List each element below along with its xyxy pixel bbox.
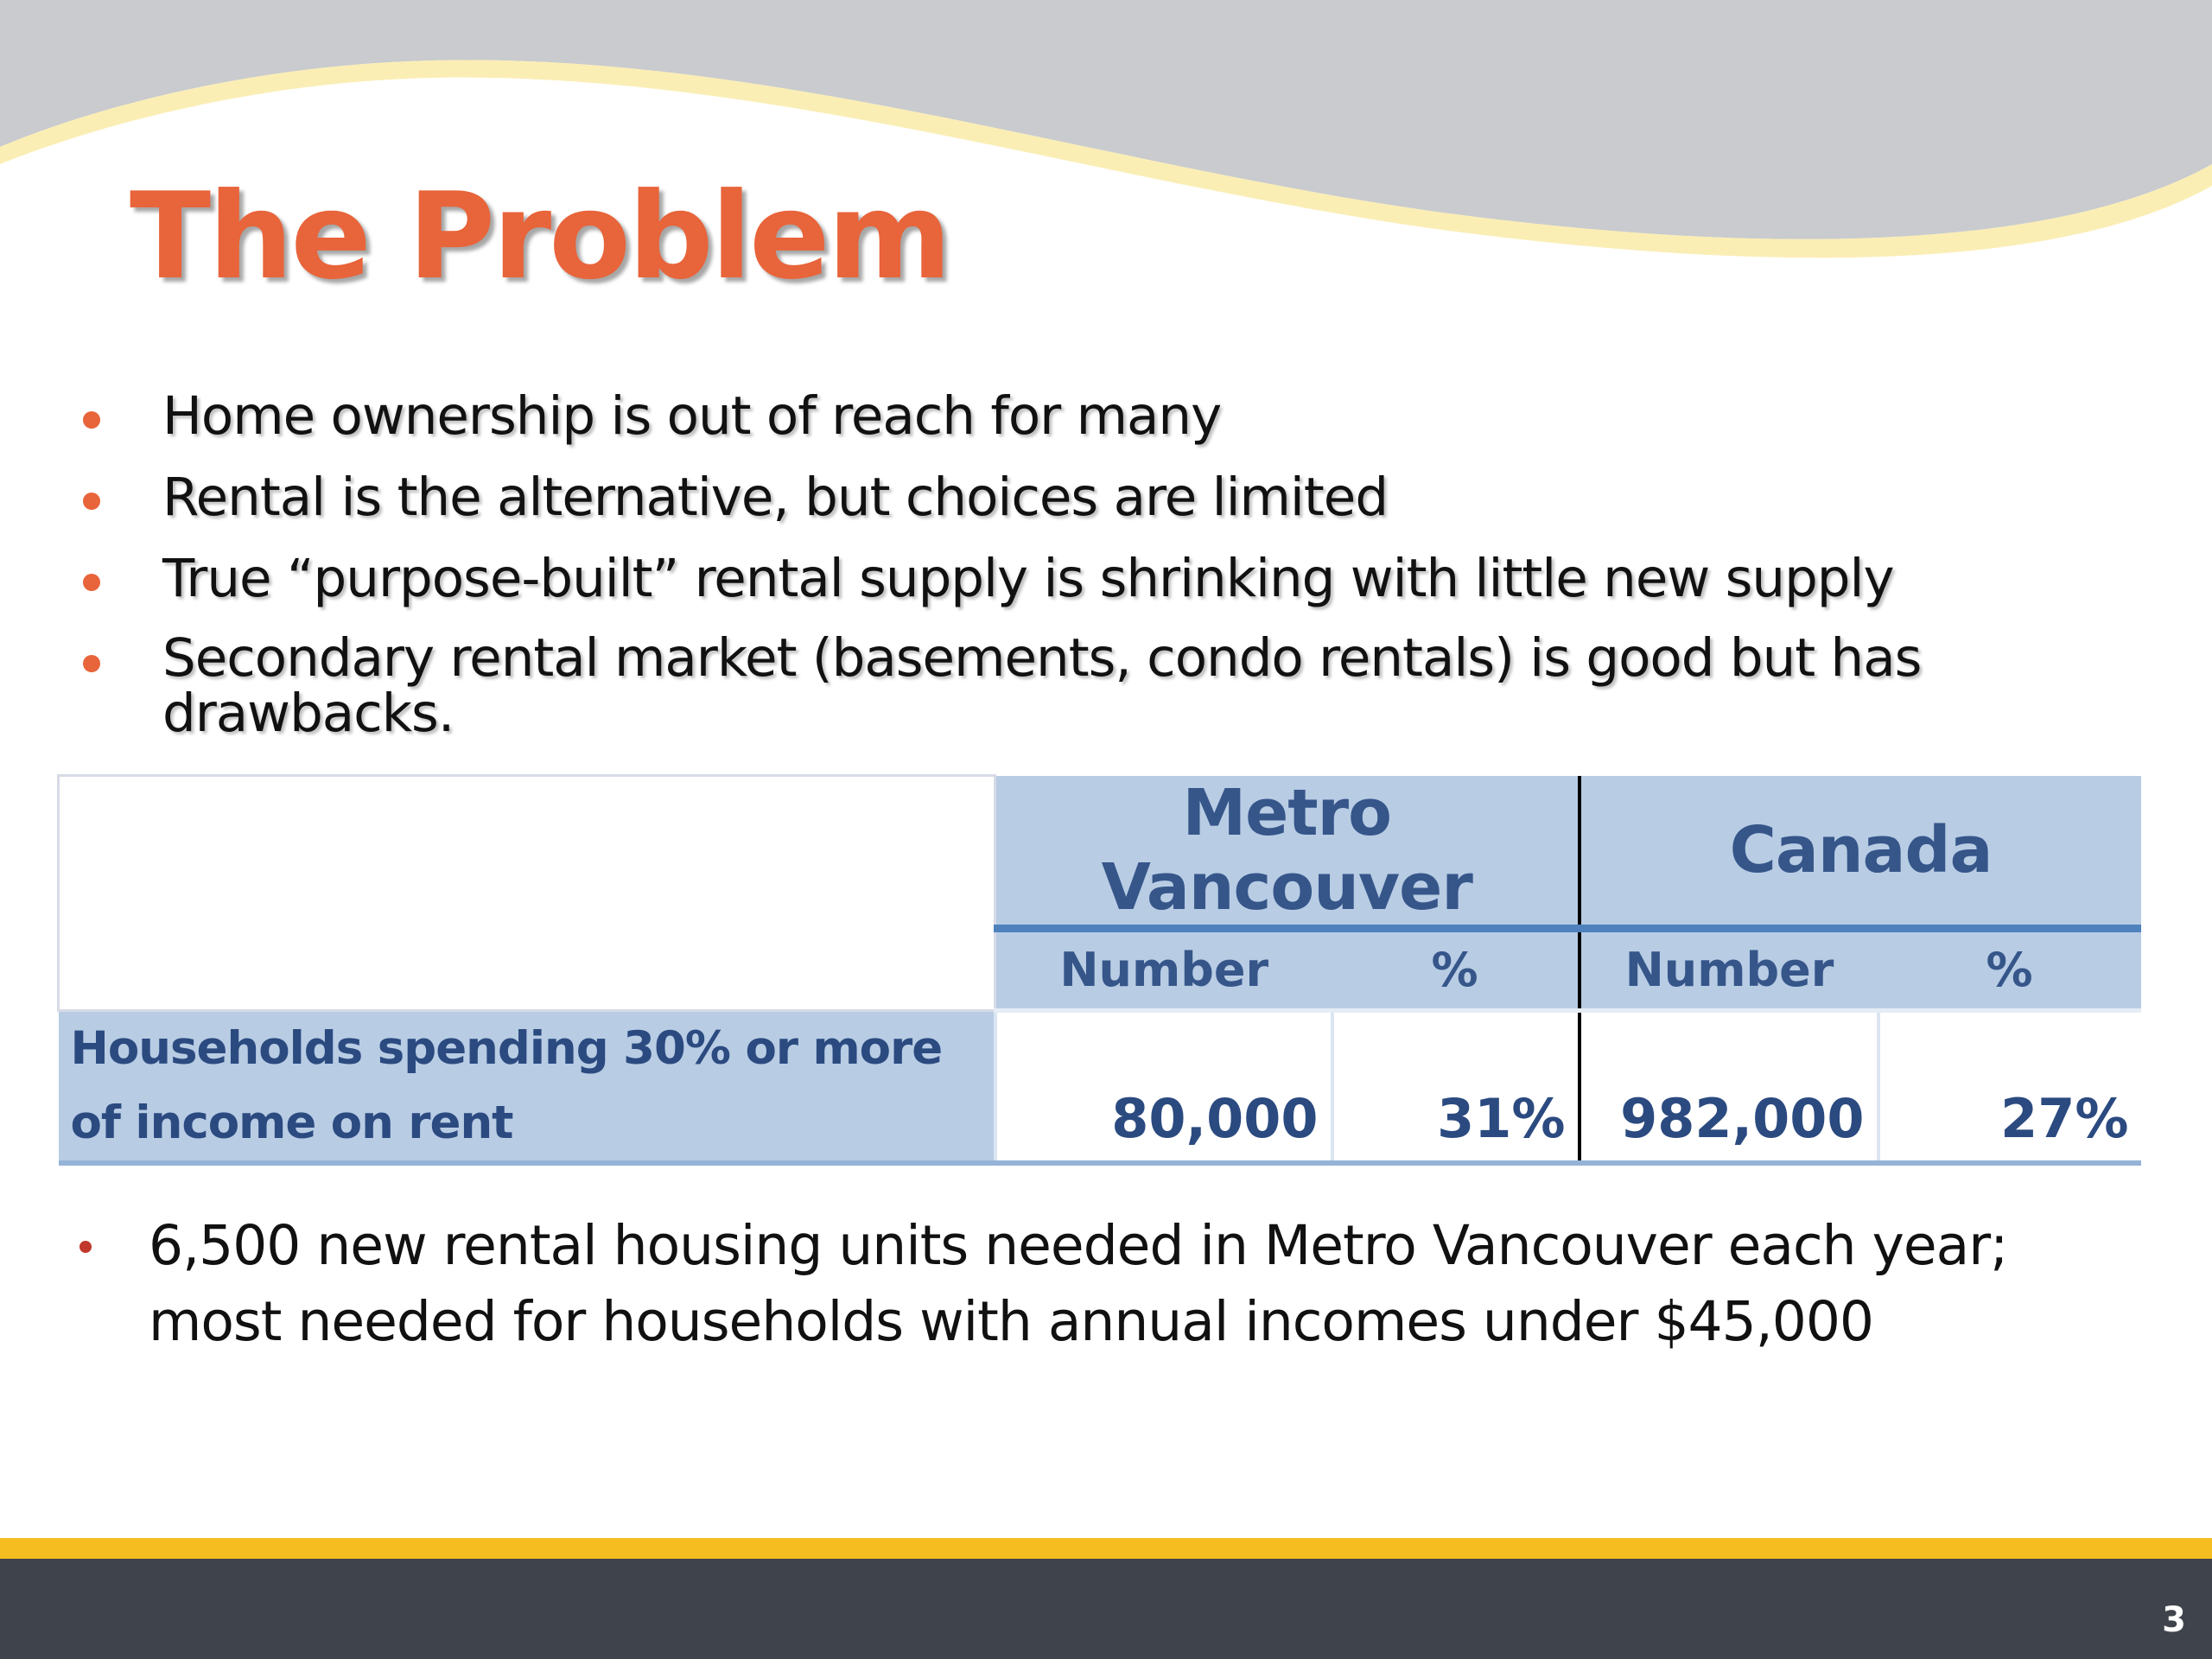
footer-accent-bar (0, 1538, 2212, 1559)
subheader-canada-percent: % (1878, 928, 2141, 1010)
table-corner-cell (59, 776, 995, 1011)
table-row (59, 1010, 2141, 1163)
subheader-metro-percent: % (1332, 928, 1580, 1010)
bullet-list (76, 387, 2167, 764)
footer-bar (0, 1559, 2212, 1659)
bottom-bullet-item (79, 1208, 2153, 1360)
bullet-item (76, 387, 2167, 446)
bullet-text: Rental is the alternative, but choices are limited (162, 467, 1389, 528)
canada-percent-value: 27% (1878, 1010, 2141, 1163)
bullet-dot-icon (83, 655, 100, 672)
slide-title: The Problem (130, 167, 950, 306)
bullet-dot-icon (83, 574, 100, 591)
bottom-bullet-line-1: 6,500 new rental housing units needed in Metro Vancouver each year; (149, 1214, 2008, 1277)
metro-number-value: 80,000 (995, 1010, 1332, 1163)
rent-burden-table (57, 774, 2141, 1166)
group-header-metro-vancouver: Metro Vancouver (995, 776, 1580, 929)
bullet-text: True “purpose-built” rental supply is shrinking with little new supply (162, 548, 1894, 609)
bullet-text: Home ownership is out of reach for many (162, 385, 1222, 447)
bullet-item (76, 550, 2167, 608)
subheader-canada-number: Number (1580, 928, 1878, 1010)
metro-percent-value: 31% (1332, 1010, 1580, 1163)
bullet-text: Secondary rental market (basements, condo rentals) is good but has drawbacks. (162, 627, 1922, 744)
bottom-bullet-list (79, 1208, 2153, 1360)
bullet-item (76, 627, 2167, 744)
bullet-item (76, 468, 2167, 527)
table-group-header-row (59, 776, 2141, 929)
bottom-bullet-line-2: most needed for households with annual incomes under $45,000 (149, 1290, 1873, 1353)
canada-number-value: 982,000 (1580, 1010, 1878, 1163)
group-header-canada: Canada (1580, 776, 2141, 929)
subheader-metro-number: Number (995, 928, 1332, 1010)
page-number: 3 (2162, 1600, 2186, 1640)
bullet-dot-icon (79, 1241, 92, 1253)
bullet-dot-icon (83, 411, 100, 429)
row-label: Households spending 30% or more of income on rent (59, 1010, 995, 1163)
bullet-dot-icon (83, 493, 100, 510)
